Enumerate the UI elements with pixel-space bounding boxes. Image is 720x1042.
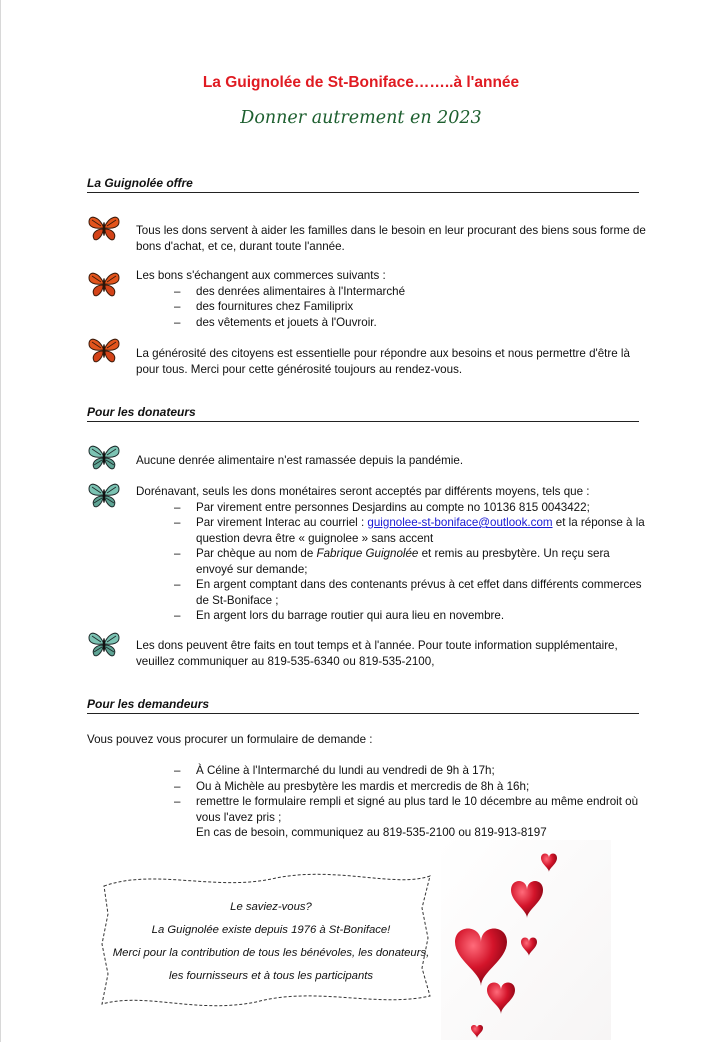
- list-item: – des vêtements et jouets à l'Ouvroir.: [174, 315, 646, 331]
- orange-butterfly-icon: [87, 214, 121, 242]
- box-heading: Le saviez-vous?: [230, 901, 312, 913]
- list-item: [174, 794, 646, 841]
- list-item: – En argent lors du barrage routier qui aura lieu en novembre.: [174, 608, 646, 624]
- section-heading-donors: Pour les donateurs: [87, 405, 639, 422]
- list-item: [174, 515, 646, 546]
- offer-paragraph-3: [136, 346, 646, 377]
- list-item: – des denrées alimentaires à l'Intermarché: [174, 284, 646, 300]
- item-text: remettre le formulaire rempli et signé au plus tard le 10 décembre au même endroit où vous l'avez pris ;: [196, 795, 639, 824]
- item-text: Par chèque au nom de: [196, 547, 317, 560]
- list-item: – À Céline à l'Intermarché du lundi au vendredi de 9h à 17h;: [174, 763, 646, 779]
- donors-p3-text: Les dons peuvent être faits en tout temps et à l'année. Pour toute information supplémentaire, veuillez communiquer au 819-535-6340 ou 819-535-2100,: [136, 639, 618, 668]
- offer-p3-text: La générosité des citoyens est essentielle pour répondre aux besoins et nous permettre d'être là pour tous. Merci pour cette générosité toujours au rendez-vous.: [136, 347, 630, 376]
- item-text: et remis au presbytère. Un reçu sera envoyé sur demande;: [196, 547, 610, 576]
- list-item: – Ou à Michèle au presbytère les mardis et mercredis de 8h à 16h;: [174, 779, 646, 795]
- hearts-image: [441, 840, 611, 1040]
- document-subtitle: Donner autrement en 2023: [240, 108, 482, 128]
- section-heading-offer: La Guignolée offre: [87, 176, 639, 193]
- list-item: [174, 546, 646, 577]
- item-text: Par virement Interac au courriel :: [196, 516, 368, 529]
- document-title: La Guignolée de St-Boniface……..à l'année: [202, 74, 520, 91]
- list-item: – des fournitures chez Familiprix: [174, 299, 646, 315]
- request-locations-list: [174, 763, 646, 841]
- teal-butterfly-icon: [87, 443, 121, 471]
- box-line: La Guignolée existe depuis 1976 à St-Boniface!: [151, 924, 391, 936]
- donors-paragraph-1: [136, 453, 646, 469]
- teal-butterfly-icon: [87, 481, 121, 509]
- payment-methods-list: [174, 500, 646, 624]
- donors-paragraph-3: [136, 638, 646, 669]
- list-item: – Par virement entre personnes Desjardins au compte no 10136 815 0043422;: [174, 500, 646, 516]
- item-text: et la réponse à la question devra être « guignolee » sans accent: [196, 516, 645, 545]
- offer-p2-intro: Les bons s'échangent aux commerces suivants :: [136, 269, 386, 282]
- offer-paragraph-2: [136, 268, 646, 330]
- did-you-know-box: [106, 896, 436, 988]
- section-heading-requesters: Pour les demandeurs: [87, 697, 639, 714]
- orange-butterfly-icon: [87, 336, 121, 364]
- list-item: – En argent comptant dans des contenants prévus à cet effet dans différents commerces de St-Boniface ;: [174, 577, 646, 608]
- box-thanks: Merci pour la contribution de tous les bénévoles, les donateurs, les fournisseurs et à tous les participants: [112, 947, 430, 982]
- donors-p2-intro: Dorénavant, seuls les dons monétaires seront acceptés par différents moyens, tels que :: [136, 485, 590, 498]
- requesters-list-block: [136, 763, 646, 841]
- requesters-intro: Vous pouvez vous procurer un formulaire de demande :: [87, 733, 373, 746]
- donors-p1-text: Aucune denrée alimentaire n'est ramassée depuis la pandémie.: [136, 454, 464, 467]
- store-list: [174, 284, 646, 331]
- offer-paragraph-1: [136, 223, 646, 254]
- email-link[interactable]: guignolee-st-boniface@outlook.com: [367, 516, 553, 529]
- item-text-italic: Fabrique Guignolée: [316, 547, 419, 560]
- item-text-continued: En cas de besoin, communiquez au 819-535-2100 ou 819-913-8197: [196, 826, 547, 839]
- offer-p1-text: Tous les dons servent à aider les familles dans le besoin en leur procurant des biens sous forme de bons d'achat, et ce, durant toute l'année.: [136, 224, 646, 253]
- orange-butterfly-icon: [87, 270, 121, 298]
- teal-butterfly-icon: [87, 630, 121, 658]
- donors-paragraph-2: [136, 484, 646, 624]
